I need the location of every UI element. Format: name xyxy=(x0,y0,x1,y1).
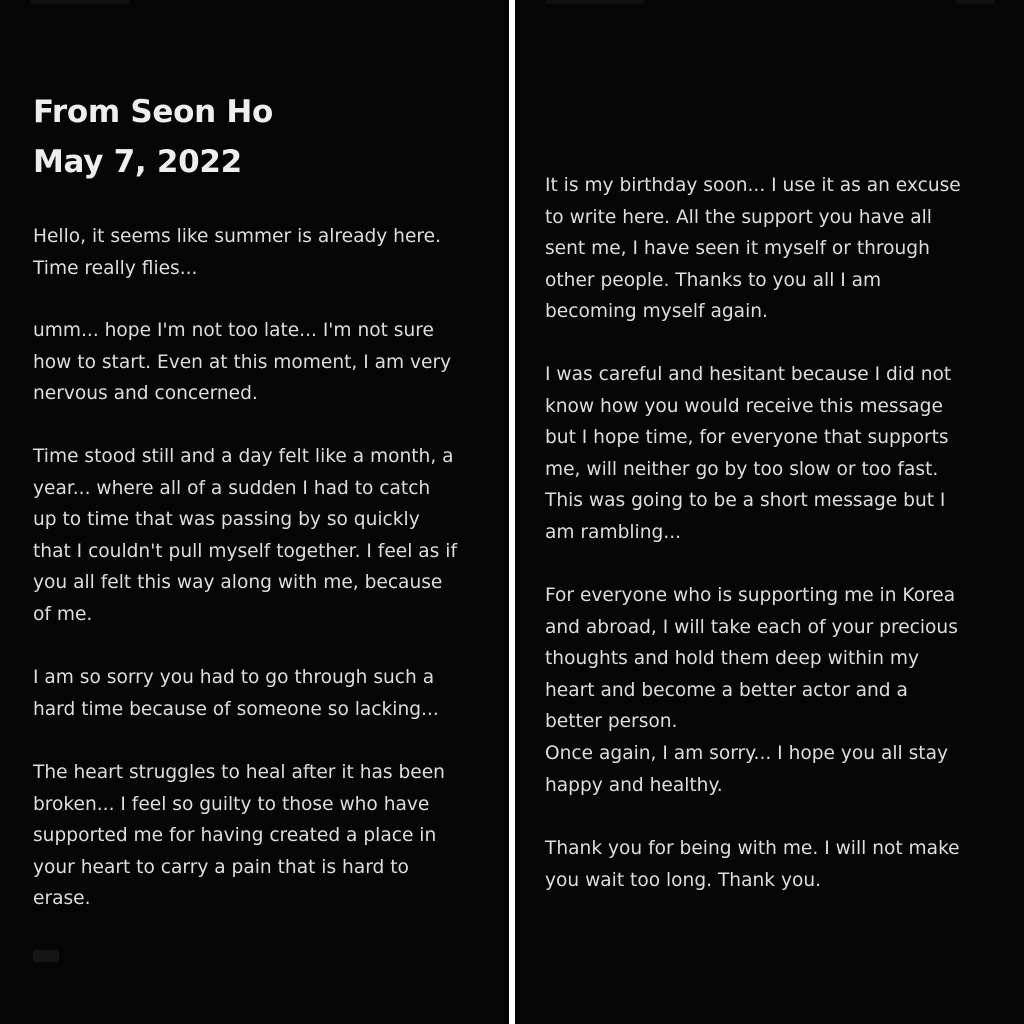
note-line: The heart struggles to heal after it has been xyxy=(33,762,445,783)
note-line: you wait too long. Thank you. xyxy=(545,869,822,891)
note-line: umm... hope I'm not too late... I'm not sure xyxy=(33,320,434,341)
note-line: know how you would receive this message xyxy=(545,395,943,417)
note-line: but I hope time, for everyone that supports xyxy=(545,427,949,449)
note-line: other people. Thanks to you all I am xyxy=(545,269,882,291)
note-line: am rambling... xyxy=(545,521,682,543)
faint-text-remnant xyxy=(33,950,59,962)
right-note-panel xyxy=(515,0,1024,1024)
note-line: supported me for having created a place in xyxy=(33,825,437,847)
note-line: you all felt this way along with me, because xyxy=(33,572,443,594)
note-line: I was careful and hesitant because I did not xyxy=(545,364,952,385)
note-line: It is my birthday soon... I use it as an excuse xyxy=(545,175,961,196)
note-line: of me. xyxy=(33,603,93,625)
note-paragraph xyxy=(545,580,958,801)
note-paragraph xyxy=(545,359,951,549)
note-line: For everyone who is supporting me in Korea xyxy=(545,585,956,606)
note-paragraph xyxy=(33,757,445,915)
note-line: erase. xyxy=(33,888,91,910)
note-paragraph xyxy=(33,441,457,631)
note-paragraph xyxy=(33,221,441,284)
note-line: your heart to carry a pain that is hard to xyxy=(33,856,409,878)
note-title-name: From Seon Ho xyxy=(33,94,274,130)
status-bar-remnant xyxy=(955,0,995,4)
note-line: that I couldn't pull myself together. I feel as if xyxy=(33,540,457,562)
note-line: Time stood still and a day felt like a month, a xyxy=(33,446,454,467)
note-line: better person. xyxy=(545,711,678,733)
note-paragraph xyxy=(545,833,960,896)
note-line: Time really flies... xyxy=(33,257,198,279)
note-paragraph xyxy=(545,170,961,328)
note-line: Once again, I am sorry... I hope you all stay xyxy=(545,742,948,764)
note-line: me, will neither go by too slow or too fast. xyxy=(545,458,939,480)
note-line: sent me, I have seen it myself or through xyxy=(545,238,930,260)
note-line: nervous and concerned. xyxy=(33,383,258,405)
note-line: becoming myself again. xyxy=(545,301,768,323)
note-title-date: May 7, 2022 xyxy=(33,144,242,180)
note-line: This was going to be a short message but I xyxy=(545,490,946,512)
note-line: I am so sorry you had to go through such a xyxy=(33,667,435,688)
note-line: Hello, it seems like summer is already here. xyxy=(33,226,441,247)
note-line: hard time because of someone so lacking... xyxy=(33,698,439,720)
note-paragraph xyxy=(33,315,451,410)
left-note-panel xyxy=(0,0,509,1024)
note-line: heart and become a better actor and a xyxy=(545,679,908,701)
note-line: happy and healthy. xyxy=(545,774,723,796)
note-line: how to start. Even at this moment, I am very xyxy=(33,351,452,373)
status-bar-remnant xyxy=(30,0,130,4)
note-line: broken... I feel so guilty to those who have xyxy=(33,793,430,815)
note-line: thoughts and hold them deep within my xyxy=(545,648,919,670)
note-line: year... where all of a sudden I had to catch xyxy=(33,477,431,499)
note-line: to write here. All the support you have all xyxy=(545,206,932,228)
note-line: and abroad, I will take each of your precious xyxy=(545,616,958,638)
note-line: Thank you for being with me. I will not make xyxy=(545,838,960,859)
status-bar-remnant xyxy=(545,0,645,4)
note-line: up to time that was passing by so quickly xyxy=(33,509,420,531)
note-paragraph xyxy=(33,662,439,725)
